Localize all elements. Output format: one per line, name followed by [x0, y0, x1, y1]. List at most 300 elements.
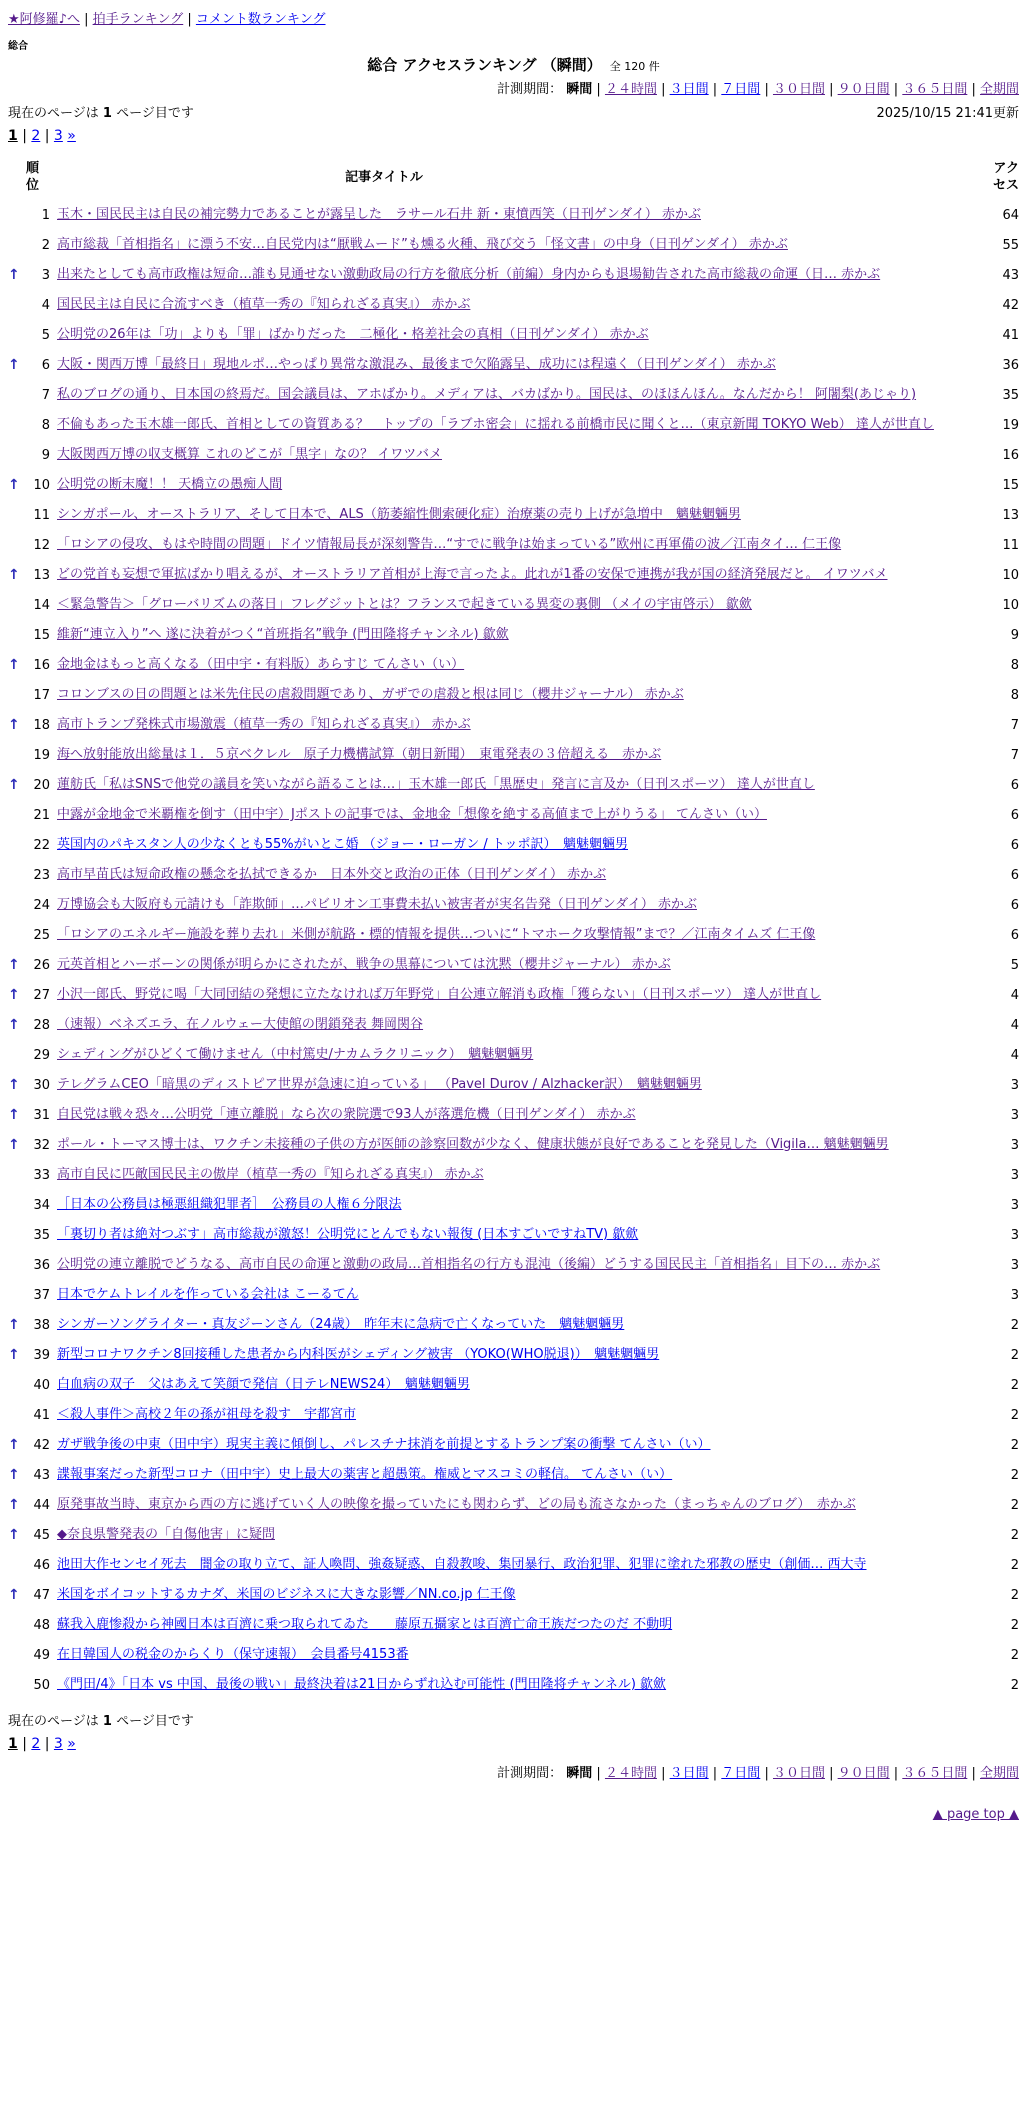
table-row: [8, 1550, 1019, 1580]
article-link[interactable]: どの党首も妄想で軍拡ばかり唱えるが、オーストラリア首相が上海で言ったよ。此れが1番の安保で連携が我が国の経済発展だと。 イワツバメ: [57, 567, 888, 582]
rank-arrow-empty: [8, 1220, 24, 1250]
table-row: [8, 1670, 1019, 1700]
period-nav-bottom: [8, 1762, 1019, 1781]
access-count: 3: [1010, 1227, 1019, 1243]
table-row: [8, 1430, 1019, 1460]
article-link[interactable]: 蘇我入鹿惨殺から神國日本は百濟に乗つ取られてゐた 藤原五攝家とは百濟亡命王族だつたのだ 不動明: [57, 1617, 673, 1632]
rank-number: 40: [33, 1377, 50, 1393]
separator: |: [183, 12, 196, 27]
article-title-cell: [57, 830, 971, 860]
rank-number: 11: [33, 507, 50, 523]
rank-up-icon: ↑: [8, 1497, 20, 1513]
pagination-next-link[interactable]: »: [67, 128, 76, 144]
article-link[interactable]: ＜殺人事件＞高校２年の孫が祖母を殺す 宇都宮市: [57, 1407, 357, 1422]
rank-number: 1: [41, 207, 50, 223]
rank-arrow-empty: [8, 230, 24, 260]
table-row: [8, 800, 1019, 830]
rank-number: 42: [33, 1437, 50, 1453]
current-page-text: [8, 102, 194, 121]
rank-up-icon: ↑: [8, 567, 20, 583]
access-count: 6: [1010, 777, 1019, 793]
access-count: 10: [1002, 567, 1019, 583]
article-link[interactable]: 原発事故当時、東京から西の方に逃げていく人の映像を撮っていたにも関わらず、どの局も流さなかった（まっちゃんのブログ） 赤かぶ: [57, 1497, 856, 1512]
updated-timestamp: 2025/10/15 21:41更新: [876, 106, 1019, 121]
period-current: 瞬間: [566, 82, 593, 97]
period-link[interactable]: ７日間: [721, 1766, 761, 1781]
article-link[interactable]: 日本でケムトレイルを作っている会社は こーるてん: [57, 1287, 359, 1302]
pagination-page-link[interactable]: 2: [31, 128, 41, 144]
rank-number: 8: [41, 417, 50, 433]
rank-number: 13: [33, 567, 50, 583]
article-title-cell: [57, 1580, 971, 1610]
article-title-cell: [57, 230, 971, 260]
rank-number: 23: [33, 867, 50, 883]
rank-number: 46: [33, 1557, 50, 1573]
article-title-cell: [57, 800, 971, 830]
rank-number: 43: [33, 1467, 50, 1483]
table-row: [8, 1400, 1019, 1430]
separator: |: [656, 82, 670, 97]
article-link[interactable]: 英国内のパキスタン人の少なくとも55%がいとこ婚 （ジョー・ローガン / トッポ訳） 魑魅魍魎男: [57, 837, 629, 852]
period-link[interactable]: 全期間: [979, 82, 1019, 97]
access-count: 6: [1010, 807, 1019, 823]
article-title-cell: [57, 500, 971, 530]
rank-up-icon: ↑: [8, 1437, 20, 1453]
table-row: [8, 1250, 1019, 1280]
access-count: 15: [1002, 477, 1019, 493]
article-title-cell: [57, 1310, 971, 1340]
table-row: [8, 1280, 1019, 1310]
article-title-cell: [57, 1070, 971, 1100]
rank-number: 29: [33, 1047, 50, 1063]
table-row: [8, 1070, 1019, 1100]
article-link[interactable]: テレグラムCEO「暗黒のディストピア世界が急速に迫っている」 （Pavel Durov / Alzhacker訳） 魑魅魍魎男: [57, 1077, 702, 1092]
period-link[interactable]: 全期間: [979, 1766, 1019, 1781]
access-count: 43: [1002, 267, 1019, 283]
rank-number: 20: [33, 777, 50, 793]
rank-arrow-empty: [8, 800, 24, 830]
article-link[interactable]: 不倫もあった玉木雄一郎氏、首相としての資質ある？ トップの「ラブホ密会」に揺れる前橋市民に聞くと…（東京新聞 TOKYO Web） 達人が世直し: [57, 417, 934, 432]
table-row: [8, 1040, 1019, 1070]
table-row: [8, 1190, 1019, 1220]
page-title: 総合 アクセスランキング （瞬間）: [367, 56, 602, 74]
rank-number: 2: [41, 237, 50, 253]
access-count: 6: [1010, 897, 1019, 913]
access-count: 6: [1010, 867, 1019, 883]
rank-arrow-empty: [8, 890, 24, 920]
table-header-row: [8, 154, 1019, 200]
article-link[interactable]: 米国をボイコットするカナダ、米国のビジネスに大きな影響／NN.co.jp 仁王像: [57, 1587, 516, 1602]
access-count: 7: [1010, 717, 1019, 733]
article-title-cell: [57, 290, 971, 320]
access-count: 5: [1010, 957, 1019, 973]
article-link[interactable]: 私のブログの通り、日本国の終焉だ。国会議員は、アホばかり。メディアは、バカばかり。国民は、のほほんほん。なんだから！ 阿闍梨(あじゃり): [57, 387, 917, 402]
article-title-cell: [57, 410, 971, 440]
rank-up-icon: ↑: [8, 1317, 20, 1333]
article-link[interactable]: 大阪・関西万博「最終日」現地ルポ…やっぱり異常な激混み、最後まで欠陥露呈、成功には程遠く（日刊ゲンダイ） 赤かぶ: [57, 357, 776, 372]
pagination-page-link[interactable]: 2: [31, 1736, 41, 1752]
article-title-cell: [57, 770, 971, 800]
pagination-next-link[interactable]: »: [67, 1736, 76, 1752]
rank-up-icon: ↑: [8, 477, 20, 493]
article-link[interactable]: 蓮舫氏「私はSNSで他党の議員を笑いながら語ることは…」玉木雄一郎氏「黒歴史」発言に言及か（日刊スポーツ） 達人が世直し: [57, 777, 815, 792]
table-row: [8, 380, 1019, 410]
access-count: 36: [1002, 357, 1019, 373]
rank-arrow-empty: [8, 1550, 24, 1580]
current-page-number: 1: [102, 106, 112, 121]
rank-up-icon: ↑: [8, 1467, 20, 1483]
article-title-cell: [57, 1520, 971, 1550]
access-count: 2: [1010, 1617, 1019, 1633]
rank-arrow-empty: [8, 320, 24, 350]
table-row: [8, 1370, 1019, 1400]
table-row: [8, 1340, 1019, 1370]
article-link[interactable]: 維新“連立入り”へ 遂に決着がつく“首班指名”戦争 (門田隆将チャンネル) 歙歛: [57, 627, 509, 642]
article-link[interactable]: 公明党の連立離脱でどうなる、高市自民の命運と激動の政局…首相指名の行方も混沌（後編）どうする国民民主「首相指名」目下の… 赤かぶ: [57, 1257, 881, 1272]
article-link[interactable]: コロンブスの日の問題とは米先住民の虐殺問題であり、ガザでの虐殺と根は同じ（櫻井ジャーナル） 赤かぶ: [57, 687, 684, 702]
rank-number: 14: [33, 597, 50, 613]
rank-number: 31: [33, 1107, 50, 1123]
rank-number: 5: [41, 327, 50, 343]
table-row: [8, 560, 1019, 590]
article-link[interactable]: 玉木・国民民主は自民の補完勢力であることが露呈した ラサール石井 新・東憤西笑（日刊ゲンダイ） 赤かぶ: [57, 207, 701, 222]
rank-number: 12: [33, 537, 50, 553]
access-count: 9: [1010, 627, 1019, 643]
rank-number: 37: [33, 1287, 50, 1303]
table-row: [8, 410, 1019, 440]
separator: |: [824, 82, 838, 97]
table-row: [8, 1310, 1019, 1340]
article-title-cell: [57, 920, 971, 950]
ranking-header: [8, 54, 1019, 75]
rank-up-icon: ↑: [8, 657, 20, 673]
period-link[interactable]: ２４時間: [604, 1766, 657, 1781]
article-link[interactable]: 白血病の双子 父はあえて笑顔で発信（日テレNEWS24） 魑魅魍魎男: [57, 1377, 470, 1392]
rank-number: 28: [33, 1017, 50, 1033]
article-link[interactable]: 《門田/4》「日本 vs 中国、最後の戦い」最終決着は21日からずれ込む可能性 (門田隆将チャンネル) 歙歛: [57, 1677, 667, 1692]
table-row: [8, 980, 1019, 1010]
article-title-cell: [57, 1220, 971, 1250]
access-count: 2: [1010, 1527, 1019, 1543]
article-title-cell: [57, 1250, 971, 1280]
article-title-cell: [57, 1460, 971, 1490]
rank-number: 33: [33, 1167, 50, 1183]
article-link[interactable]: 新型コロナワクチン8回接種した患者から内科医がシェディング被害 （YOKO(WHO脱退)） 魑魅魍魎男: [57, 1347, 660, 1362]
access-count: 2: [1010, 1347, 1019, 1363]
period-link[interactable]: ３０日間: [772, 1766, 825, 1781]
access-count: 4: [1010, 1017, 1019, 1033]
rank-arrow-empty: [8, 1670, 24, 1700]
separator: |: [708, 82, 722, 97]
period-link[interactable]: ３６５日間: [902, 82, 968, 97]
separator: |: [760, 82, 773, 97]
rank-up-icon: ↑: [8, 1587, 20, 1603]
article-title-cell: [57, 1340, 971, 1370]
rank-number: 41: [33, 1407, 50, 1423]
period-link[interactable]: ３日間: [669, 1766, 709, 1781]
article-title-cell: [57, 620, 971, 650]
rank-number: 44: [33, 1497, 50, 1513]
pagination-page-link[interactable]: 3: [53, 128, 63, 144]
separator: |: [17, 128, 32, 144]
period-link[interactable]: ３６５日間: [902, 1766, 968, 1781]
access-count: 2: [1010, 1497, 1019, 1513]
article-title-cell: [57, 200, 971, 230]
rank-arrow-empty: [8, 740, 24, 770]
current-page-number: 1: [102, 1714, 112, 1729]
article-title-cell: [57, 260, 971, 290]
rank-number: 18: [33, 717, 50, 733]
rank-arrow-empty: [8, 1370, 24, 1400]
period-link[interactable]: ９０日間: [837, 82, 890, 97]
article-link[interactable]: 万博協会も大阪府も元請けも「詐欺師」…パビリオン工事費未払い被害者が実名告発（日刊ゲンダイ） 赤かぶ: [57, 897, 697, 912]
table-row: [8, 500, 1019, 530]
page-info-row: [8, 102, 1019, 121]
period-nav-top: [8, 78, 1019, 97]
article-title-cell: [57, 890, 971, 920]
access-count: 4: [1010, 987, 1019, 1003]
article-link[interactable]: 「裏切り者は絶対つぶす」高市総裁が激怒！公明党にとんでもない報復 (日本すごいですねTV) 歙歛: [57, 1227, 639, 1242]
article-link[interactable]: ［日本の公務員は極悪組織犯罪者］ 公務員の人権６分限法: [57, 1197, 402, 1212]
pagination-bottom: [8, 1736, 1019, 1752]
access-count: 8: [1010, 657, 1019, 673]
article-link[interactable]: 大阪関西万博の収支概算 これのどこが「黒字」なの？ イワツバメ: [57, 447, 443, 462]
separator: |: [592, 1766, 605, 1781]
article-title-cell: [57, 680, 971, 710]
rank-number: 47: [33, 1587, 50, 1603]
rank-arrow-empty: [8, 590, 24, 620]
table-row: [8, 680, 1019, 710]
rank-number: 15: [33, 627, 50, 643]
access-count: 3: [1010, 1197, 1019, 1213]
rank-number: 19: [33, 747, 50, 763]
current-page-prefix: 現在のページは: [8, 106, 99, 121]
table-row: [8, 1520, 1019, 1550]
page-top-link[interactable]: ▲ page top ▲: [932, 1807, 1019, 1822]
total-count: 全 120 件: [609, 60, 660, 73]
article-title-cell: [57, 710, 971, 740]
rank-number: 49: [33, 1647, 50, 1663]
rank-number: 32: [33, 1137, 50, 1153]
article-link[interactable]: （速報）ベネズエラ、在ノルウェー大使館の閉鎖発表 舞岡関谷: [57, 1017, 424, 1032]
article-title-cell: [57, 860, 971, 890]
rank-number: 34: [33, 1197, 50, 1213]
period-label: 計測期間：: [497, 1766, 563, 1781]
rank-arrow-empty: [8, 830, 24, 860]
rank-number: 21: [33, 807, 50, 823]
access-count: 2: [1010, 1407, 1019, 1423]
article-link[interactable]: 公明党の断末魔！！ 天橋立の愚痴人間: [57, 477, 283, 492]
article-title-cell: [57, 470, 971, 500]
access-count: 2: [1010, 1557, 1019, 1573]
rank-number: 36: [33, 1257, 50, 1273]
article-link[interactable]: 小沢一郎氏、野党に喝「大同団結の発想に立たなければ万年野党」自公連立解消も政権「獲らない」（日刊スポーツ） 達人が世直し: [57, 987, 822, 1002]
article-link[interactable]: シンガーソングライター・真友ジーンさん（24歳） 昨年末に急病で亡くなっていた 魑魅魍魎男: [57, 1317, 625, 1332]
article-link[interactable]: ポール・トーマス博士は、ワクチン未接種の子供の方が医師の診察回数が少なく、健康状態が良好であることを発見した（Vigila… 魑魅魍魎男: [57, 1137, 889, 1152]
access-count: 2: [1010, 1587, 1019, 1603]
current-page-text-bottom: [8, 1710, 194, 1729]
rank-number: 7: [41, 387, 50, 403]
article-link[interactable]: 出来たとしても高市政権は短命…誰も見通せない激動政局の行方を徹底分析（前編）身内からも退場勧告された高市総裁の命運（日… 赤かぶ: [57, 267, 881, 282]
rank-arrow-empty: [8, 680, 24, 710]
rank-arrow-empty: [8, 620, 24, 650]
article-link[interactable]: シンガポール、オーストラリア、そして日本で、ALS（筋萎縮性側索硬化症）治療薬の売り上げが急増中 魑魅魍魎男: [57, 507, 741, 522]
rank-arrow-empty: [8, 380, 24, 410]
rank-up-icon: ↑: [8, 357, 20, 373]
topnav-link[interactable]: ★阿修羅♪へ: [8, 12, 80, 27]
rank-arrow-empty: [8, 530, 24, 560]
article-link[interactable]: ガザ戦争後の中東（田中宇）現実主義に傾倒し、パレスチナ抹消を前提とするトランプ案の衝撃 てんさい（い）: [57, 1437, 711, 1452]
article-title-cell: [57, 980, 971, 1010]
rank-number: 22: [33, 837, 50, 853]
article-title-cell: [57, 1670, 971, 1700]
rank-number: 17: [33, 687, 50, 703]
rank-arrow-empty: [8, 1040, 24, 1070]
article-link[interactable]: 元英首相とハーボーンの関係が明らかにされたが、戦争の黒幕については沈黙（櫻井ジャーナル） 赤かぶ: [57, 957, 671, 972]
rank-number: 45: [33, 1527, 50, 1543]
period-current: 瞬間: [566, 1766, 593, 1781]
article-link[interactable]: 高市トランプ発株式市場激震（植草一秀の『知られざる真実』） 赤かぶ: [57, 717, 471, 732]
rank-number: 48: [33, 1617, 50, 1633]
article-title-cell: [57, 1640, 971, 1670]
rank-arrow-empty: [8, 1280, 24, 1310]
rank-arrow-empty: [8, 440, 24, 470]
period-link[interactable]: ２４時間: [604, 82, 657, 97]
article-link[interactable]: 高市自民に匹敵国民民主の傲岸（植草一秀の『知られざる真実』） 赤かぶ: [57, 1167, 484, 1182]
article-link[interactable]: 国民民主は自民に合流すべき（植草一秀の『知られざる真実』） 赤かぶ: [57, 297, 471, 312]
access-count: 55: [1002, 237, 1019, 253]
period-link[interactable]: ３０日間: [772, 82, 825, 97]
rank-number: 35: [33, 1227, 50, 1243]
article-link[interactable]: シェディングがひどくて働けません（中村篤史/ナカムラクリニック） 魑魅魍魎男: [57, 1047, 534, 1062]
rank-number: 39: [33, 1347, 50, 1363]
rank-number: 3: [41, 267, 50, 283]
table-row: [8, 590, 1019, 620]
rank-up-icon: ↑: [8, 267, 20, 283]
rank-number: 30: [33, 1077, 50, 1093]
separator: |: [889, 82, 903, 97]
page-top-row: [8, 1807, 1019, 1822]
access-count: 10: [1002, 597, 1019, 613]
article-link[interactable]: 中露が金地金で米覇権を倒す（田中宇）Jポストの記事では、金地金「想像を絶する高値まで上がりうる」 てんさい（い）: [57, 807, 767, 822]
article-title-cell: [57, 440, 971, 470]
pagination-current-page: 1: [8, 1736, 18, 1752]
article-title-cell: [57, 1160, 971, 1190]
article-title-cell: [57, 590, 971, 620]
title-header: 記事タイトル: [345, 169, 423, 185]
article-link[interactable]: 高市早苗氏は短命政権の懸念を払拭できるか 日本外交と政治の正体（日刊ゲンダイ） 赤かぶ: [57, 867, 607, 882]
page-info-row-bottom: [8, 1710, 1019, 1729]
table-row: [8, 350, 1019, 380]
rank-arrow-empty: [8, 500, 24, 530]
access-count: 3: [1010, 1107, 1019, 1123]
period-link[interactable]: ３日間: [669, 82, 709, 97]
article-link[interactable]: 公明党の26年は「功」よりも「罪」ばかりだった 二極化・格差社会の真相（日刊ゲンダイ） 赤かぶ: [57, 327, 649, 342]
article-title-cell: [57, 320, 971, 350]
table-row: [8, 860, 1019, 890]
article-title-cell: [57, 380, 971, 410]
article-link[interactable]: ◆奈良県警発表の「自傷他害」に疑問: [57, 1527, 275, 1542]
table-row: [8, 320, 1019, 350]
rank-arrow-empty: [8, 200, 24, 230]
article-title-cell: [57, 1430, 971, 1460]
article-link[interactable]: 金地金はもっと高くなる（田中宇・有料版）あらすじ てんさい（い）: [57, 657, 465, 672]
separator: |: [40, 128, 54, 144]
separator: |: [824, 1766, 838, 1781]
rank-number: 16: [33, 657, 50, 673]
rank-arrow-empty: [8, 1640, 24, 1670]
article-title-cell: [57, 1610, 971, 1640]
ranking-table: [8, 154, 1019, 1700]
article-link[interactable]: ＜緊急警告＞「グローバリズムの落日」フレグジットとは？フランスで起きている異変の裏側 （メイの宇宙啓示） 歙歛: [57, 597, 752, 612]
separator: |: [889, 1766, 903, 1781]
table-row: [8, 230, 1019, 260]
rank-up-icon: ↑: [8, 777, 20, 793]
rank-number: 6: [41, 357, 50, 373]
rank-up-icon: ↑: [8, 1137, 20, 1153]
rank-arrow-empty: [8, 1190, 24, 1220]
separator: |: [79, 12, 93, 27]
article-link[interactable]: 高市総裁「首相指名」に漂う不安…自民党内は“厭戦ムード”も燻る火種、飛び交う「怪文書」の中身（日刊ゲンダイ） 赤かぶ: [57, 237, 788, 252]
rank-number: 25: [33, 927, 50, 943]
rank-up-icon: ↑: [8, 1527, 20, 1543]
table-row: [8, 1100, 1019, 1130]
rank-number: 24: [33, 897, 50, 913]
access-count: 3: [1010, 1137, 1019, 1153]
article-link[interactable]: 諜報事案だった新型コロナ（田中宇）史上最大の薬害と超愚策。権威とマスコミの軽信。 てんさい（い）: [57, 1467, 673, 1482]
access-count: 35: [1002, 387, 1019, 403]
rank-number: 9: [41, 447, 50, 463]
pagination-top: [8, 128, 1019, 144]
access-count: 2: [1010, 1317, 1019, 1333]
article-link[interactable]: 「ロシアのエネルギー施設を葬り去れ」米側が航路・標的情報を提供…ついに“トマホーク攻撃情報”まで？／江南タイムズ 仁王像: [57, 927, 816, 942]
rank-arrow-empty: [8, 410, 24, 440]
article-link[interactable]: 「ロシアの侵攻、もはや時間の問題」ドイツ情報局長が深刻警告…“すでに戦争は始まっている”欧州に再軍備の波／江南タイ… 仁王像: [57, 537, 842, 552]
pagination-page-link[interactable]: 3: [53, 1736, 63, 1752]
article-link[interactable]: 在日韓国人の税金のからくり（保守速報） 会員番号4153番: [57, 1647, 409, 1662]
separator: |: [967, 1766, 980, 1781]
access-count: 11: [1002, 537, 1019, 553]
table-row: [8, 1460, 1019, 1490]
table-row: [8, 890, 1019, 920]
topnav-link[interactable]: コメント数ランキング: [195, 12, 326, 27]
access-count: 4: [1010, 1047, 1019, 1063]
article-title-cell: [57, 350, 971, 380]
rank-arrow-empty: [8, 920, 24, 950]
table-row: [8, 1610, 1019, 1640]
rank-up-icon: ↑: [8, 987, 20, 1003]
access-count: 19: [1002, 417, 1019, 433]
rank-arrow-empty: [8, 1160, 24, 1190]
access-count: 7: [1010, 747, 1019, 763]
article-title-cell: [57, 560, 971, 590]
table-row: [8, 1580, 1019, 1610]
topnav-link[interactable]: 拍手ランキング: [92, 12, 184, 27]
access-count: 8: [1010, 687, 1019, 703]
access-header: アク セス: [992, 161, 1019, 193]
rank-number: 4: [41, 297, 50, 313]
table-row: [8, 1130, 1019, 1160]
access-count: 6: [1010, 837, 1019, 853]
article-link[interactable]: 自民党は戦々恐々…公明党「連立離脱」なら次の衆院選で93人が落選危機（日刊ゲンダイ） 赤かぶ: [57, 1107, 636, 1122]
article-link[interactable]: 海へ放射能放出総量は１．５京ベクレル 原子力機構試算（朝日新聞） 東電発表の３倍超える 赤かぶ: [57, 747, 662, 762]
period-link[interactable]: ７日間: [721, 82, 761, 97]
article-link[interactable]: 池田大作センセイ死去 闇金の取り立て、証人喚問、強姦疑惑、自殺教唆、集団暴行、政治犯罪、犯罪に塗れた邪教の歴史（創価… 西大寺: [57, 1557, 867, 1572]
period-link[interactable]: ９０日間: [837, 1766, 890, 1781]
table-row: [8, 740, 1019, 770]
access-count: 2: [1010, 1377, 1019, 1393]
access-count: 3: [1010, 1287, 1019, 1303]
